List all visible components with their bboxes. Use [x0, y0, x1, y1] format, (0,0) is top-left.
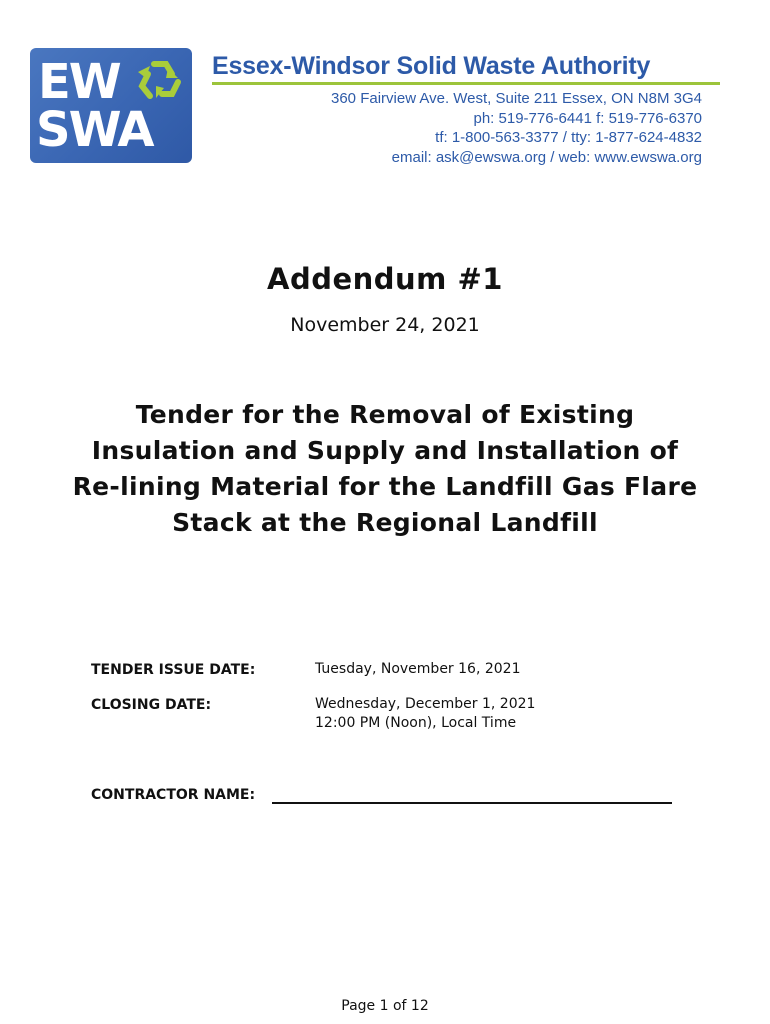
phone-fax-line: ph: 519-776-6441 f: 519-776-6370 — [473, 109, 702, 127]
closing-date-value — [315, 695, 535, 733]
ewswa-logo — [30, 48, 192, 163]
addendum-date: November 24, 2021 — [290, 314, 480, 336]
tender-title-line: Stack at the Regional Landfill — [172, 508, 598, 537]
organization-name: Essex-Windsor Solid Waste Authority — [212, 52, 651, 80]
contractor-name-blank — [272, 802, 672, 804]
tollfree-line: tf: 1-800-563-3377 / tty: 1-877-624-4832 — [435, 129, 702, 146]
tender-title-line: Insulation and Supply and Installation of — [91, 436, 679, 465]
tender-title — [0, 397, 770, 541]
header-divider — [212, 82, 720, 85]
tender-title-line: Tender for the Removal of Existing — [135, 400, 635, 429]
tender-issue-date-value: Tuesday, November 16, 2021 — [315, 661, 521, 677]
closing-date-label: CLOSING DATE: — [91, 697, 212, 713]
contact-block — [331, 89, 702, 167]
closing-time-line: 12:00 PM (Noon), Local Time — [315, 715, 517, 731]
recycle-icon — [134, 56, 186, 108]
logo-text-swa: SWA — [36, 102, 153, 158]
email-web-line: email: ask@ewswa.org / web: www.ewswa.org — [391, 148, 702, 166]
closing-date-line: Wednesday, December 1, 2021 — [315, 696, 536, 712]
page-number: Page 1 of 12 — [341, 998, 429, 1014]
contractor-name-label: CONTRACTOR NAME: — [91, 787, 256, 803]
address-line: 360 Fairview Ave. West, Suite 211 Essex, ON N8M 3G4 — [331, 90, 702, 107]
logo-text-ew: EW — [38, 54, 120, 110]
addendum-heading: Addendum #1 — [267, 262, 503, 296]
tender-title-line: Re-lining Material for the Landfill Gas Flare — [72, 472, 698, 501]
tender-issue-date-label: TENDER ISSUE DATE: — [91, 662, 256, 678]
